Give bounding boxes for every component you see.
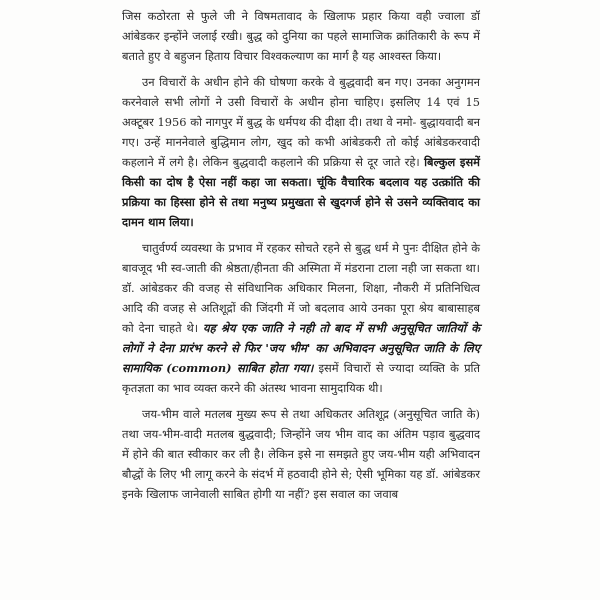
paragraph-3: [122, 238, 480, 398]
paragraph-4: [122, 404, 480, 504]
paragraph-1: [122, 6, 480, 66]
paragraph-2: [122, 72, 480, 232]
paragraph-2-bold-text: बिल्कुल इसमें किसी का दोष है ऐसा नहीं कहा जा सकता। चूंकि वैचारिक बदलाव यह उत्क्रांति की प्रक्रिया का हिस्सा होने से तथा मनुष्य प्रमुखता से खुदगर्ज होने से उसने व्यक्तिवाद का दामन थाम लिया।: [122, 155, 480, 229]
paragraph-4-text: जय-भीम वाले मतलब मुख्य रूप से तथा अधिकतर अतिशूद्र (अनुसूचित जाति के) तथा जय-भीम-वादी मतलब बुद्धवादी; जिन्होंने जय भीम वाद का अंतिम पड़ाव बुद्धवाद में होने की बात स्वीकार कर ली है। लेकिन इसे ना समझते हुए जय-भीम यही अभिवादन बौद्धों के लिए भी लागू करने के संदर्भ में हठवादी होने से; ऐसी भूमिका यह डॉ. आंबेडकर इनके खिलाफ जानेवाली साबित होगी या नहीं? इस सवाल का जवाब: [122, 407, 480, 501]
paragraph-3-emphasis-text: यह श्रेय एक जाति ने नही तो बाद में सभी अनुसूचित जातियों के लोगों ने देना प्रारंभ करने से फिर 'जय भीम' का अभिवादन अनुसूचित जाति के लिए सामायिक (common) साबित होता गया।: [122, 321, 480, 375]
paragraph-3-text: चातुर्वर्ण्य व्यवस्था के प्रभाव में रहकर सोचते रहने से बुद्ध धर्म मे पुनः दीक्षित होने के बावजूद भी स्व-जाती की श्रेष्ठता/हीनता की अस्मिता में मंडराना टाला नही जा सकता था। डॉ. आंबेडकर की वजह से संविधानिक अधिकार मिलना, शिक्षा, नौकरी में प्रतिनिधित्व आदि की वजह से अतिशूद्रों की जिंदगी में जो बदलाव आये उनका पूरा श्रेय बाबासाहब को देना चाहते थे।: [122, 241, 480, 335]
document-body: [122, 6, 480, 510]
paragraph-3-tail-text: इसमें विचारों से ज्यादा व्यक्ति के प्रति कृतज्ञता का भाव व्यक्त करने की अंतस्थ भावना सामुदायिक थी।: [122, 361, 481, 395]
paragraph-1-text: जिस कठोरता से फुले जी ने विषमतावाद के खिलाफ प्रहार किया वही ज्वाला डॉ आंबेडकर इन्होंने जलाई रखी। बुद्ध को दुनिया का पहले सामाजिक क्रांतिकारी के रूप में बताते हुए वे बहुजन हिताय विचार विश्वकल्याण का मार्ग है यह आश्वस्त किया।: [122, 9, 480, 63]
paragraph-2-text: उन विचारों के अधीन होने की घोषणा करके वे बुद्धवादी बन गए। उनका अनुगमन करनेवाले सभी लोगों ने उसी विचारों के अधीन होना चाहिए। इसलिए 14 एवं 15 अक्टूबर 1956 को नागपुर में बुद्ध के धर्मपथ की दीक्षा दी। तथा वे नमो- बुद्धायवादी बन गए। उन्हें माननेवाले बुद्धिमान लोग, खुद को कभी आंबेडकरी तो कोई आंबेडकरवादी कहलाने में लगे है। लेकिन बुद्धवादी कहलाने की प्रक्रिया से दूर जाते रहे।: [122, 75, 480, 169]
